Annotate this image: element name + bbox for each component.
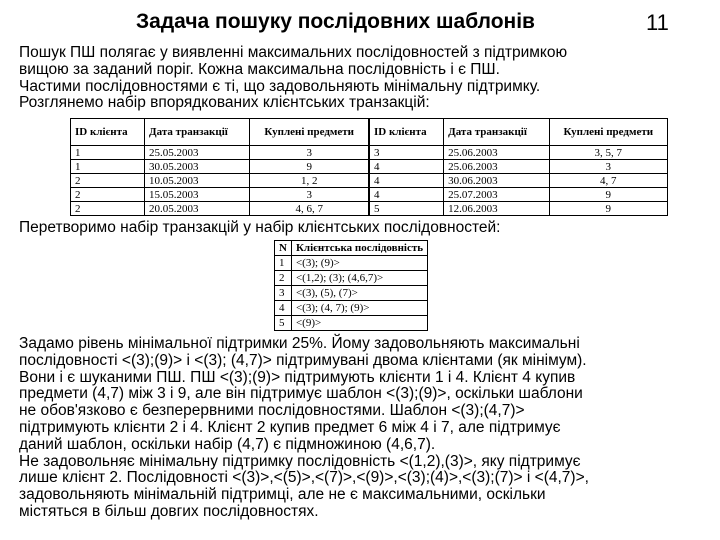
table-row [71,146,668,160]
cell: 4 [369,174,444,188]
conclusion-line: Вони і є шуканими ПШ. ПШ <(3);(9)> підтримують клієнти 1 і 4. Клієнт 4 купив [19,368,576,386]
cell: 25.06.2003 [444,160,549,174]
cell: <(9)> [291,316,427,331]
cell: 5 [369,202,444,216]
cell: 30.05.2003 [145,160,250,174]
cell: 25.06.2003 [444,146,549,160]
intro-line: Розглянемо набір впорядкованих клієнтських транзакцій: [19,94,430,112]
cell: 3 [250,188,369,202]
transactions-table [70,118,668,216]
table-header-row [275,241,428,256]
table-row [71,174,668,188]
cell: 4, 6, 7 [250,202,369,216]
cell: 9 [549,188,667,202]
table-row [71,188,668,202]
cell: 4 [275,301,292,316]
cell: 9 [549,202,667,216]
table-row [71,160,668,174]
table-row [275,256,428,271]
cell: 9 [250,160,369,174]
col-header-items-2: Куплені предмети [549,119,667,146]
cell: 20.05.2003 [145,202,250,216]
cell: 2 [71,174,145,188]
conclusion-line: даний шаблон, оскільки набір (4,7) є підмножиною (4,6,7). [19,435,436,453]
table-row [275,316,428,331]
cell: 2 [71,202,145,216]
cell: <(3); (9)> [291,256,427,271]
cell: <(3), (5), (7)> [291,286,427,301]
cell: 3, 5, 7 [549,146,667,160]
cell: 30.06.2003 [444,174,549,188]
col-header-client-id-2: ID клієнта [369,119,444,146]
col-header-items: Куплені предмети [250,119,369,146]
table-row [71,202,668,216]
cell: 4, 7 [549,174,667,188]
cell: 1, 2 [250,174,369,188]
col-header-date-2: Дата транзакції [444,119,549,146]
cell: 3 [549,160,667,174]
slide-title: Задача пошуку послідовних шаблонів [136,10,535,33]
conclusion-line: містяться в більш довгих послідовностях. [19,502,319,520]
cell: 4 [369,160,444,174]
col-header-date: Дата транзакції [145,119,250,146]
conclusion-line: Задамо рівень мінімальної підтримки 25%. Йому задовольняють максимальні [19,335,580,352]
cell: 3 [369,146,444,160]
table-row [275,271,428,286]
conclusion-line: підтримують клієнти 2 і 4. Клієнт 2 купив предмет 6 між 4 і 7, але підтримує [19,418,561,436]
table-header-row [71,119,668,146]
conclusion-line: предмети (4,7) між 3 і 9, але він підтримує шаблон <(3);(9)>, оскільки шаблони [19,385,583,403]
table-row [275,301,428,316]
cell: 12.06.2003 [444,202,549,216]
cell: 4 [369,188,444,202]
cell: 1 [71,146,145,160]
cell: 3 [275,286,292,301]
conclusion-paragraph [19,336,709,521]
intro-line: вищою за заданий поріг. Кожна максимальна послідовність і є ПШ. [19,60,500,78]
transform-text: Перетворимо набір транзакцій у набір клієнтських послідовностей: [19,219,501,236]
intro-line: Частими послідовностями є ті, що задовольняють мінімальну підтримку. [19,77,541,95]
conclusion-line: послідовності <(3);(9)> і <(3); (4,7)> підтримувані двома клієнтами (як мінімум). [19,351,587,369]
conclusion-line: лише клієнт 2. Послідовності <(3)>,<(5)>,<(7)>,<(9)>,<(3);(4)>,<(3);(7)> і <(4,7)>, [19,469,589,487]
cell: 25.05.2003 [145,146,250,160]
cell: 25.07.2003 [444,188,549,202]
conclusion-line: не обов'язково є безперервними послідовностями. Шаблон <(3);(4,7)> [19,402,525,420]
cell: 5 [275,316,292,331]
sequences-table [274,240,428,331]
col-header-sequence: Клієнтська послідовність [291,241,427,256]
cell: 15.05.2003 [145,188,250,202]
cell: 10.05.2003 [145,174,250,188]
conclusion-line: задовольняють мінімальній підтримці, але не є максимальними, оскільки [19,486,546,504]
slide-number: 11 [646,10,669,35]
cell: <(3); (4, 7); (9)> [291,301,427,316]
intro-line: Пошук ПШ полягає у виявленні максимальних послідовностей з підтримкою [19,44,568,61]
cell: 1 [71,160,145,174]
col-header-n: N [275,241,292,256]
table-row [275,286,428,301]
cell: 2 [71,188,145,202]
cell: 1 [275,256,292,271]
cell: 2 [275,271,292,286]
col-header-client-id: ID клієнта [71,119,145,146]
cell: 3 [250,146,369,160]
intro-paragraph [19,45,709,112]
conclusion-line: Не задовольняє мінімальну підтримку послідовність <(1,2),(3)>, яку підтримує [19,452,581,470]
cell: <(1,2); (3); (4,6,7)> [291,271,427,286]
